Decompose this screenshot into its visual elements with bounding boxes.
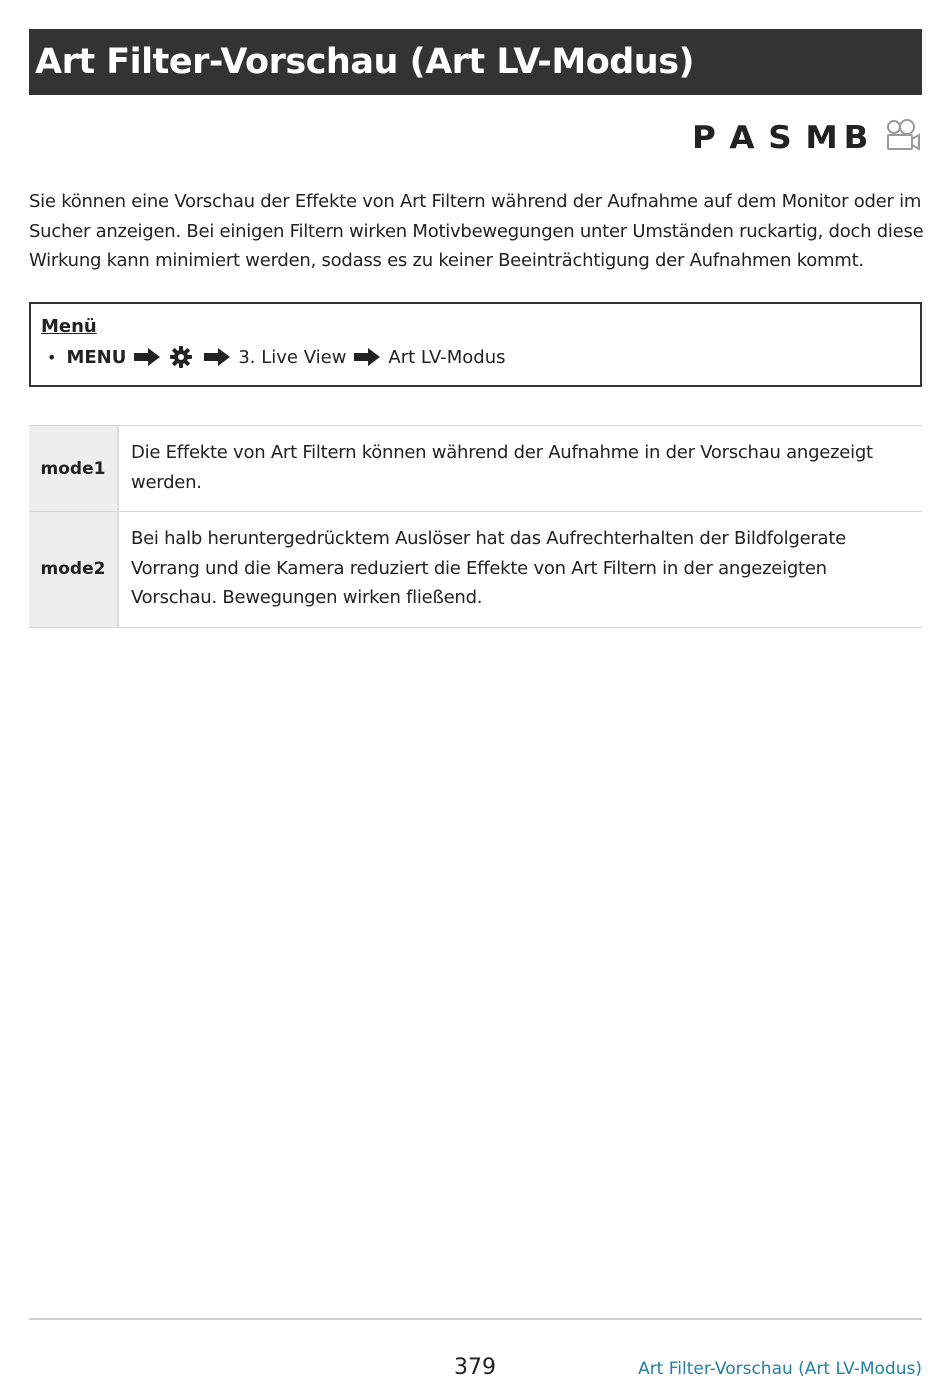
mode-table <box>29 425 922 628</box>
mode-s: S <box>768 120 792 156</box>
mode-m: M <box>805 120 838 156</box>
table-row <box>29 426 922 512</box>
gear-icon <box>170 346 192 368</box>
menu-step-art-lv-mode: Art LV-Modus <box>388 346 506 368</box>
mode-a: A <box>729 120 755 156</box>
mode-description: Bei halb heruntergedrücktem Auslöser hat das Aufrechterhalten der Bildfolgerate Vorrang und die Kamera reduziert die Effekte von Art Filtern in der angezeigten Vorschau. Bewegungen wirken fließend. <box>118 512 922 628</box>
page-number: 379 <box>454 1355 496 1380</box>
mode-p: P <box>692 120 716 156</box>
mode-key: mode1 <box>29 426 118 512</box>
mode-key: mode2 <box>29 512 118 628</box>
bullet: • <box>47 347 57 367</box>
menu-label: MENU <box>66 346 127 368</box>
table-row <box>29 512 922 628</box>
mode-b: B <box>843 120 869 156</box>
menu-heading: Menü <box>41 316 97 337</box>
footer-divider <box>29 1318 922 1320</box>
intro-paragraph: Sie können eine Vorschau der Effekte von Art Filtern während der Aufnahme auf dem Monitor oder im Sucher anzeigen. Bei einigen Filtern wirken Motivbewegungen unter Umständen ruckartig, doch diese Wirkung kann minimiert werden, sodass es zu keiner Beeinträchtigung der Aufnahmen kommt. <box>29 191 924 271</box>
title-bar <box>29 29 922 95</box>
running-title-link[interactable]: Art Filter-Vorschau (Art LV-Modus) <box>638 1359 922 1379</box>
menu-step-live-view: 3. Live View <box>238 346 347 368</box>
right-arrow-icon <box>354 348 380 366</box>
menu-path <box>47 346 505 368</box>
right-arrow-icon <box>134 348 160 366</box>
shooting-mode-indicator <box>692 118 922 158</box>
right-arrow-icon <box>204 348 230 366</box>
mode-description: Die Effekte von Art Filtern können während der Aufnahme in der Vorschau angezeigt werden. <box>118 426 922 512</box>
page-title: Art Filter-Vorschau (Art LV-Modus) <box>35 42 695 82</box>
movie-camera-icon <box>884 118 922 158</box>
menu-box <box>29 302 922 387</box>
